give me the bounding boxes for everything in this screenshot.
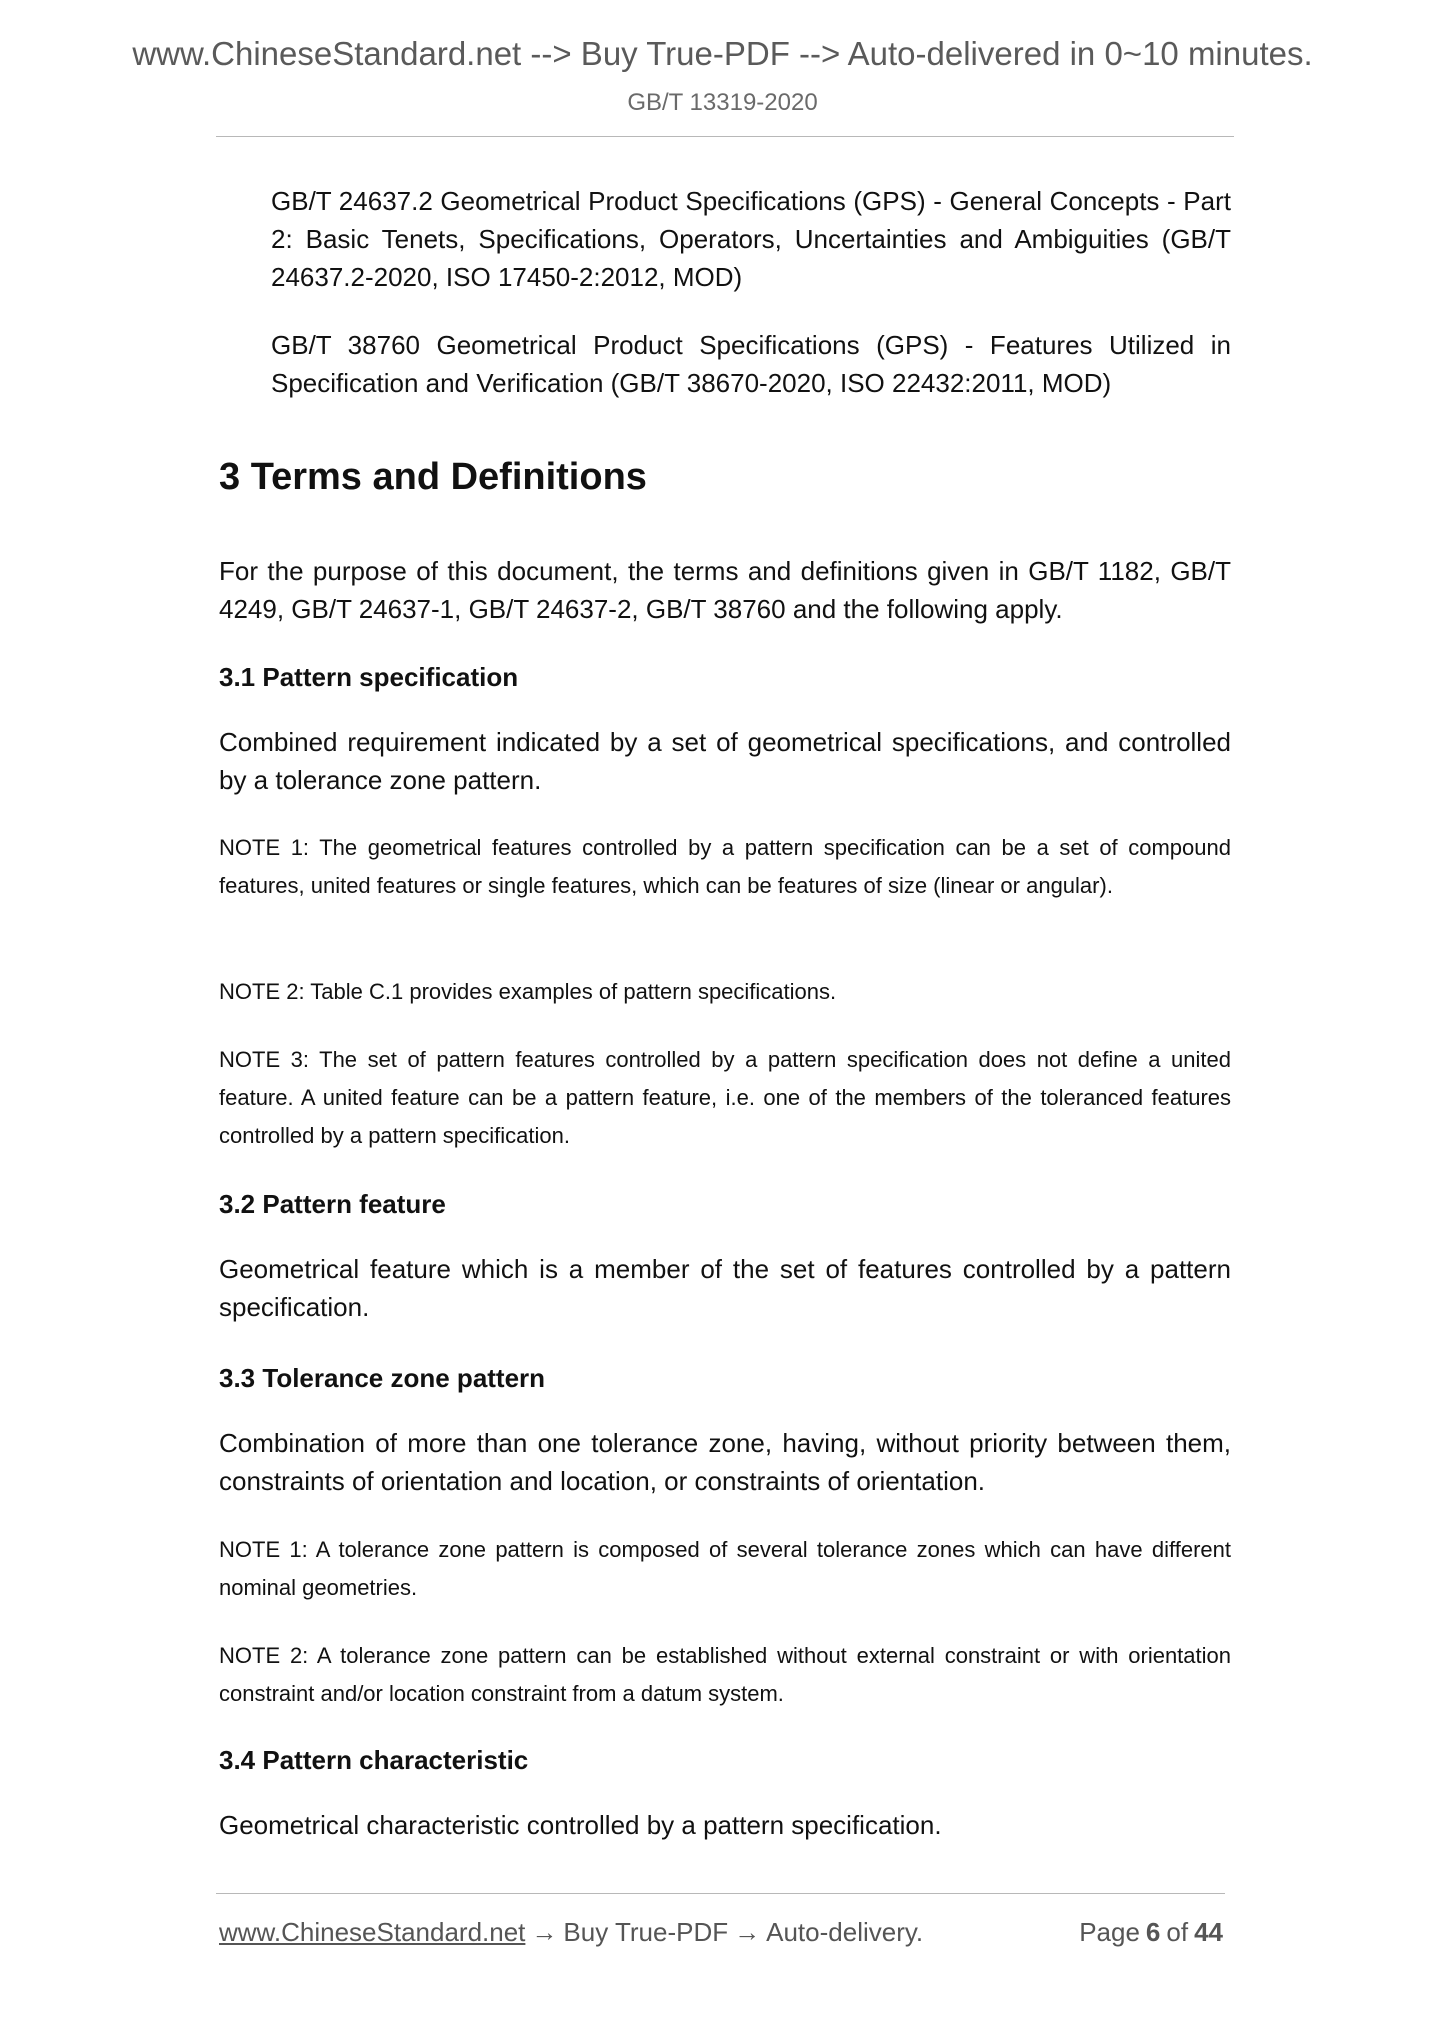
delivery-text: Auto-delivery. (766, 1917, 924, 1947)
normative-reference: GB/T 24637.2 Geometrical Product Specifications (GPS) - General Concepts - Part 2: Basic Tenets, Specifications, Operators, Uncertainties and Ambiguities (GB/T 24637.2-2020, ISO 17450-2:2012, MOD) (271, 186, 1231, 292)
term-definition: Geometrical characteristic controlled by a pattern specification. (219, 1810, 942, 1840)
page-number (1079, 1912, 1229, 1952)
footer-promo (219, 1912, 923, 1952)
footer-divider (216, 1893, 1225, 1894)
term-note: NOTE 1: The geometrical features controlled by a pattern specification can be a set of compound features, united features or single features, which can be features of size (linear or angular). (219, 835, 1231, 898)
arrow-right-icon: → (531, 1917, 558, 1947)
page-label: Page (1079, 1917, 1140, 1947)
header-divider (216, 136, 1234, 137)
term-definition: Combined requirement indicated by a set of geometrical specifications, and controlled by a tolerance zone pattern. (219, 727, 1231, 795)
section-intro: For the purpose of this document, the terms and definitions given in GB/T 1182, GB/T 4249, GB/T 24637-1, GB/T 24637-2, GB/T 38760 and the following apply. (219, 556, 1231, 624)
normative-reference: GB/T 38760 Geometrical Product Specifications (GPS) - Features Utilized in Specification and Verification (GB/T 38670-2020, ISO 22432:2011, MOD) (271, 330, 1231, 398)
term-heading: 3.4 Pattern characteristic (219, 1745, 529, 1775)
term-note: NOTE 3: The set of pattern features controlled by a pattern specification does not define a united feature. A united feature can be a pattern feature, i.e. one of the members of the toleranced features controlled by a pattern specification. (219, 1047, 1231, 1148)
term-definition: Geometrical feature which is a member of the set of features controlled by a pattern specification. (219, 1254, 1231, 1322)
term-note: NOTE 1: A tolerance zone pattern is composed of several tolerance zones which can have different nominal geometries. (219, 1537, 1231, 1600)
term-note: NOTE 2: Table C.1 provides examples of pattern specifications. (219, 979, 837, 1004)
current-page: 6 (1145, 1917, 1161, 1947)
site-link[interactable]: www.ChineseStandard.net (219, 1917, 526, 1947)
site-banner: www.ChineseStandard.net --> Buy True-PDF --> Auto-delivered in 0~10 minutes. (132, 35, 1313, 72)
buy-text: Buy True-PDF (563, 1917, 729, 1947)
term-heading: 3.1 Pattern specification (219, 662, 519, 692)
total-pages: 44 (1194, 1917, 1223, 1947)
page-of-label: of (1166, 1917, 1189, 1947)
term-heading: 3.2 Pattern feature (219, 1189, 446, 1219)
term-definition: Combination of more than one tolerance zone, having, without priority between them, constraints of orientation and location, or constraints of orientation. (219, 1428, 1231, 1496)
document-code: GB/T 13319-2020 (627, 89, 818, 116)
term-heading: 3.3 Tolerance zone pattern (219, 1363, 546, 1393)
term-note: NOTE 2: A tolerance zone pattern can be established without external constraint or with orientation constraint and/or location constraint from a datum system. (219, 1643, 1231, 1706)
section-title: 3 Terms and Definitions (219, 456, 647, 498)
page-footer (219, 1912, 1229, 1952)
arrow-right-icon: → (734, 1917, 761, 1947)
